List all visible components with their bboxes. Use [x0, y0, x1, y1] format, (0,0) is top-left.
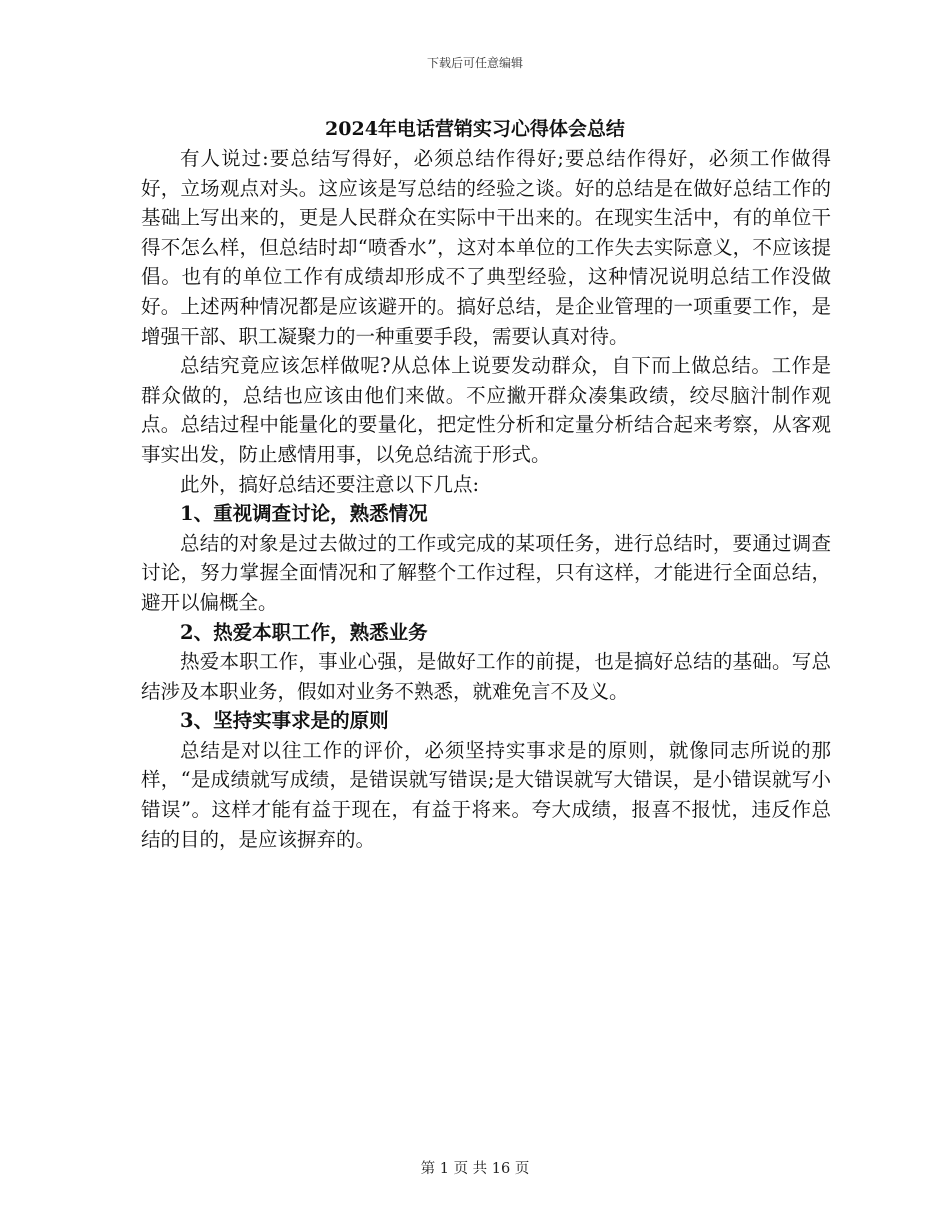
header-note: 下载后可任意编辑: [426, 56, 523, 70]
page-number: 第 1 页 共 16 页: [420, 1161, 530, 1177]
section-paragraph: 总结是对以往工作的评价，必须坚持实事求是的原则，就像同志所说的那样，“是成绩就写成绩，是错误就写错误;是大错误就写大错误，是小错误就写小错误”。这样才能有益于现在，有益于将来。夸大成绩，报喜不报忧，违反作总结的目的，是应该摒弃的。: [141, 738, 831, 851]
paragraph: 此外，搞好总结还要注意以下几点:: [180, 472, 480, 496]
section-paragraph: 总结的对象是过去做过的工作或完成的某项任务，进行总结时，要通过调查讨论，努力掌握全面情况和了解整个工作过程，只有这样，才能进行全面总结，避开以偏概全。: [141, 531, 831, 614]
document-title: 2024年电话营销实习心得体会总结: [325, 118, 625, 140]
section-paragraph: 热爱本职工作，事业心强，是做好工作的前提，也是搞好总结的基础。写总结涉及本职业务，假如对业务不熟悉，就难免言不及义。: [141, 650, 831, 703]
paragraph: 有人说过:要总结写得好，必须总结作得好;要总结作得好，必须工作做得好，立场观点对头。这应该是写总结的经验之谈。好的总结是在做好总结工作的基础上写出来的，更是人民群众在实际中干出来的。在现实生活中，有的单位干得不怎么样，但总结时却“喷香水”，这对本单位的工作失去实际意义，不应该提倡。也有的单位工作有成绩却形成不了典型经验，这种情况说明总结工作没做好。上述两种情况都是应该避开的。搞好总结，是企业管理的一项重要工作，是增强干部、职工凝聚力的一种重要手段，需要认真对待。: [141, 147, 831, 348]
document-body: [141, 144, 831, 854]
section-heading: 2、热爱本职工作，熟悉业务: [180, 620, 428, 644]
paragraph: 总结究竟应该怎样做呢?从总体上说要发动群众，自下而上做总结。工作是群众做的，总结也应该由他们来做。不应撇开群众凑集政绩，绞尽脑汁制作观点。总结过程中能量化的要量化，把定性分析和定量分析结合起来考察，从客观事实出发，防止感情用事，以免总结流于形式。: [141, 354, 831, 466]
section-heading: 1、重视调查讨论，熟悉情况: [180, 502, 428, 526]
section-heading: 3、坚持实事求是的原则: [180, 709, 389, 733]
